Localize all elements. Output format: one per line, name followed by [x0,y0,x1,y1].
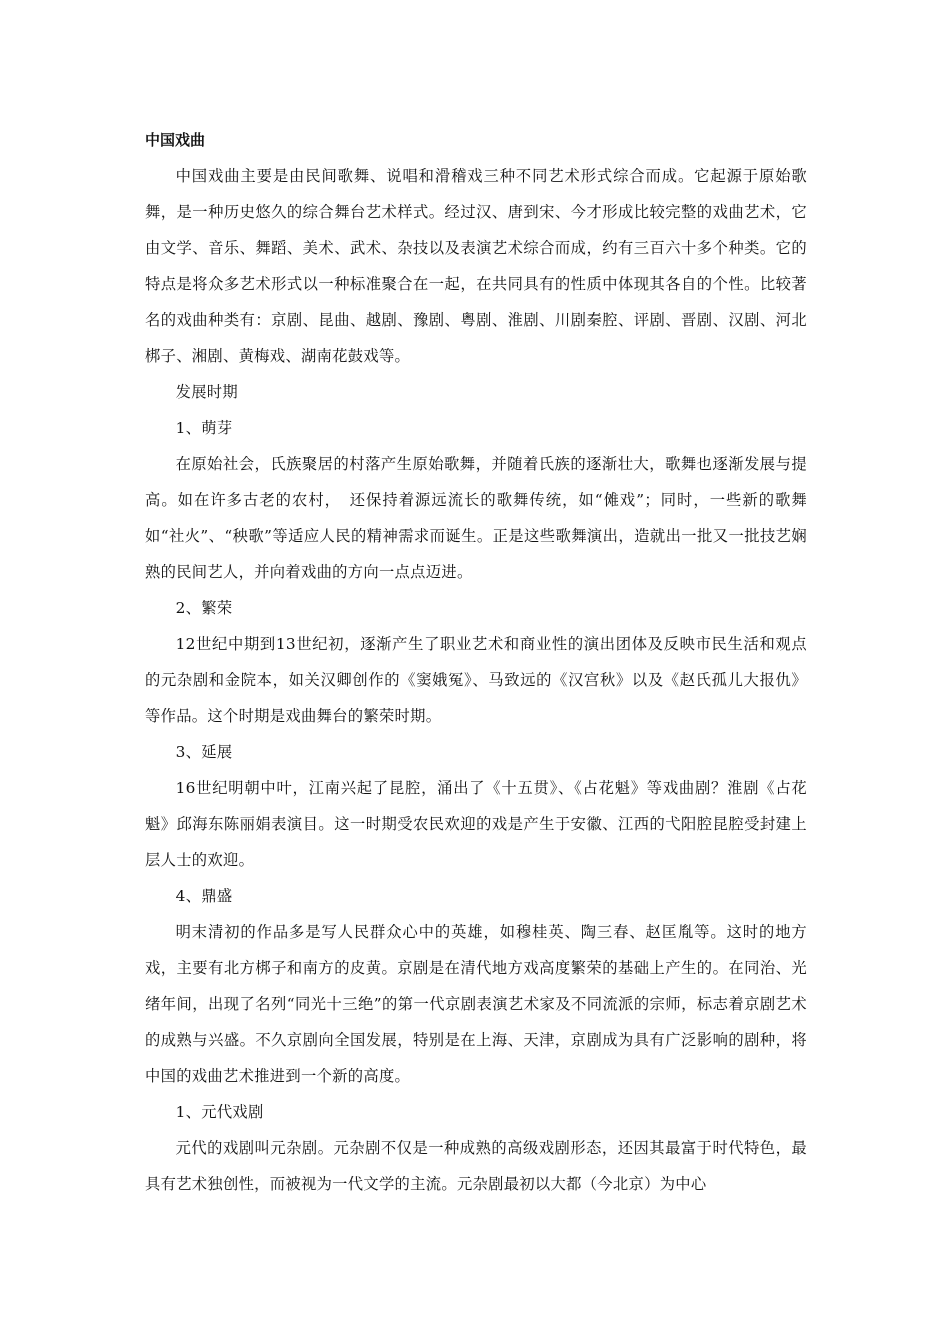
subsection-body-prosperity: 12世纪中期到13世纪初，逐渐产生了职业艺术和商业性的演出团体及反映市民生活和观点的元杂剧和金院本，如关汉卿创作的《窦娥冤》、马致远的《汉宫秋》以及《赵氏孤儿大报仇》等作品。这个时期是戏曲舞台的繁荣时期。 [145,635,807,725]
subsection-heading-germination: 1、萌芽 [175,419,233,437]
intro-paragraph: 中国戏曲主要是由民间歌舞、说唱和滑稽戏三种不同艺术形式综合而成。它起源于原始歌舞，是一种历史悠久的综合舞台艺术样式。经过汉、唐到宋、今才形成比较完整的戏曲艺术，它由文学、音乐、舞蹈、美术、武术、杂技以及表演艺术综合而成，约有三百六十多个种类。它的特点是将众多艺术形式以一种标准聚合在一起，在共同具有的性质中体现其各自的个性。比较著名的戏曲种类有：京剧、昆曲、越剧、豫剧、粤剧、淮剧、川剧秦腔、评剧、晋剧、汉剧、河北梆子、湘剧、黄梅戏、湖南花鼓戏等。 [145,167,807,365]
section-heading: 发展时期 [175,383,238,401]
subsection-body-peak: 明末清初的作品多是写人民群众心中的英雄，如穆桂英、陶三春、赵匡胤等。这时的地方戏，主要有北方梆子和南方的皮黄。京剧是在清代地方戏高度繁荣的基础上产生的。在同治、光绪年间，出现了名列“同光十三绝”的第一代京剧表演艺术家及不同流派的宗师，标志着京剧艺术的成熟与兴盛。不久京剧向全国发展，特别是在上海、天津，京剧成为具有广泛影响的剧种，将中国的戏曲艺术推进到一个新的高度。 [145,923,807,1085]
subsection-body-germination: 在原始社会，氏族聚居的村落产生原始歌舞，并随着氏族的逐渐壮大，歌舞也逐渐发展与提高。如在许多古老的农村， 还保持着源远流长的歌舞传统，如“傩戏”；同时，一些新的歌舞如“社火”、“秧歌”等适应人民的精神需求而诞生。正是这些歌舞演出，造就出一批又一批技艺娴熟的民间艺人，并向着戏曲的方向一点点迈进。 [145,455,807,581]
subsection-body-yuan-drama: 元代的戏剧叫元杂剧。元杂剧不仅是一种成熟的高级戏剧形态，还因其最富于时代特色，最具有艺术独创性，而被视为一代文学的主流。元杂剧最初以大都（今北京）为中心 [145,1139,807,1193]
subsection-body-extension: 16世纪明朝中叶，江南兴起了昆腔，涌出了《十五贯》、《占花魁》等戏曲剧？淮剧《占花魁》邱海东陈丽娟表演目。这一时期受农民欢迎的戏是产生于安徽、江西的弋阳腔昆腔受封建上层人士的欢迎。 [145,779,807,869]
document-body [145,122,807,1202]
subsection-heading-extension: 3、延展 [175,743,233,761]
document-title: 中国戏曲 [145,131,206,149]
subsection-heading-yuan-drama: 1、元代戏剧 [175,1103,264,1121]
subsection-heading-prosperity: 2、繁荣 [175,599,233,617]
subsection-heading-peak: 4、鼎盛 [175,887,233,905]
